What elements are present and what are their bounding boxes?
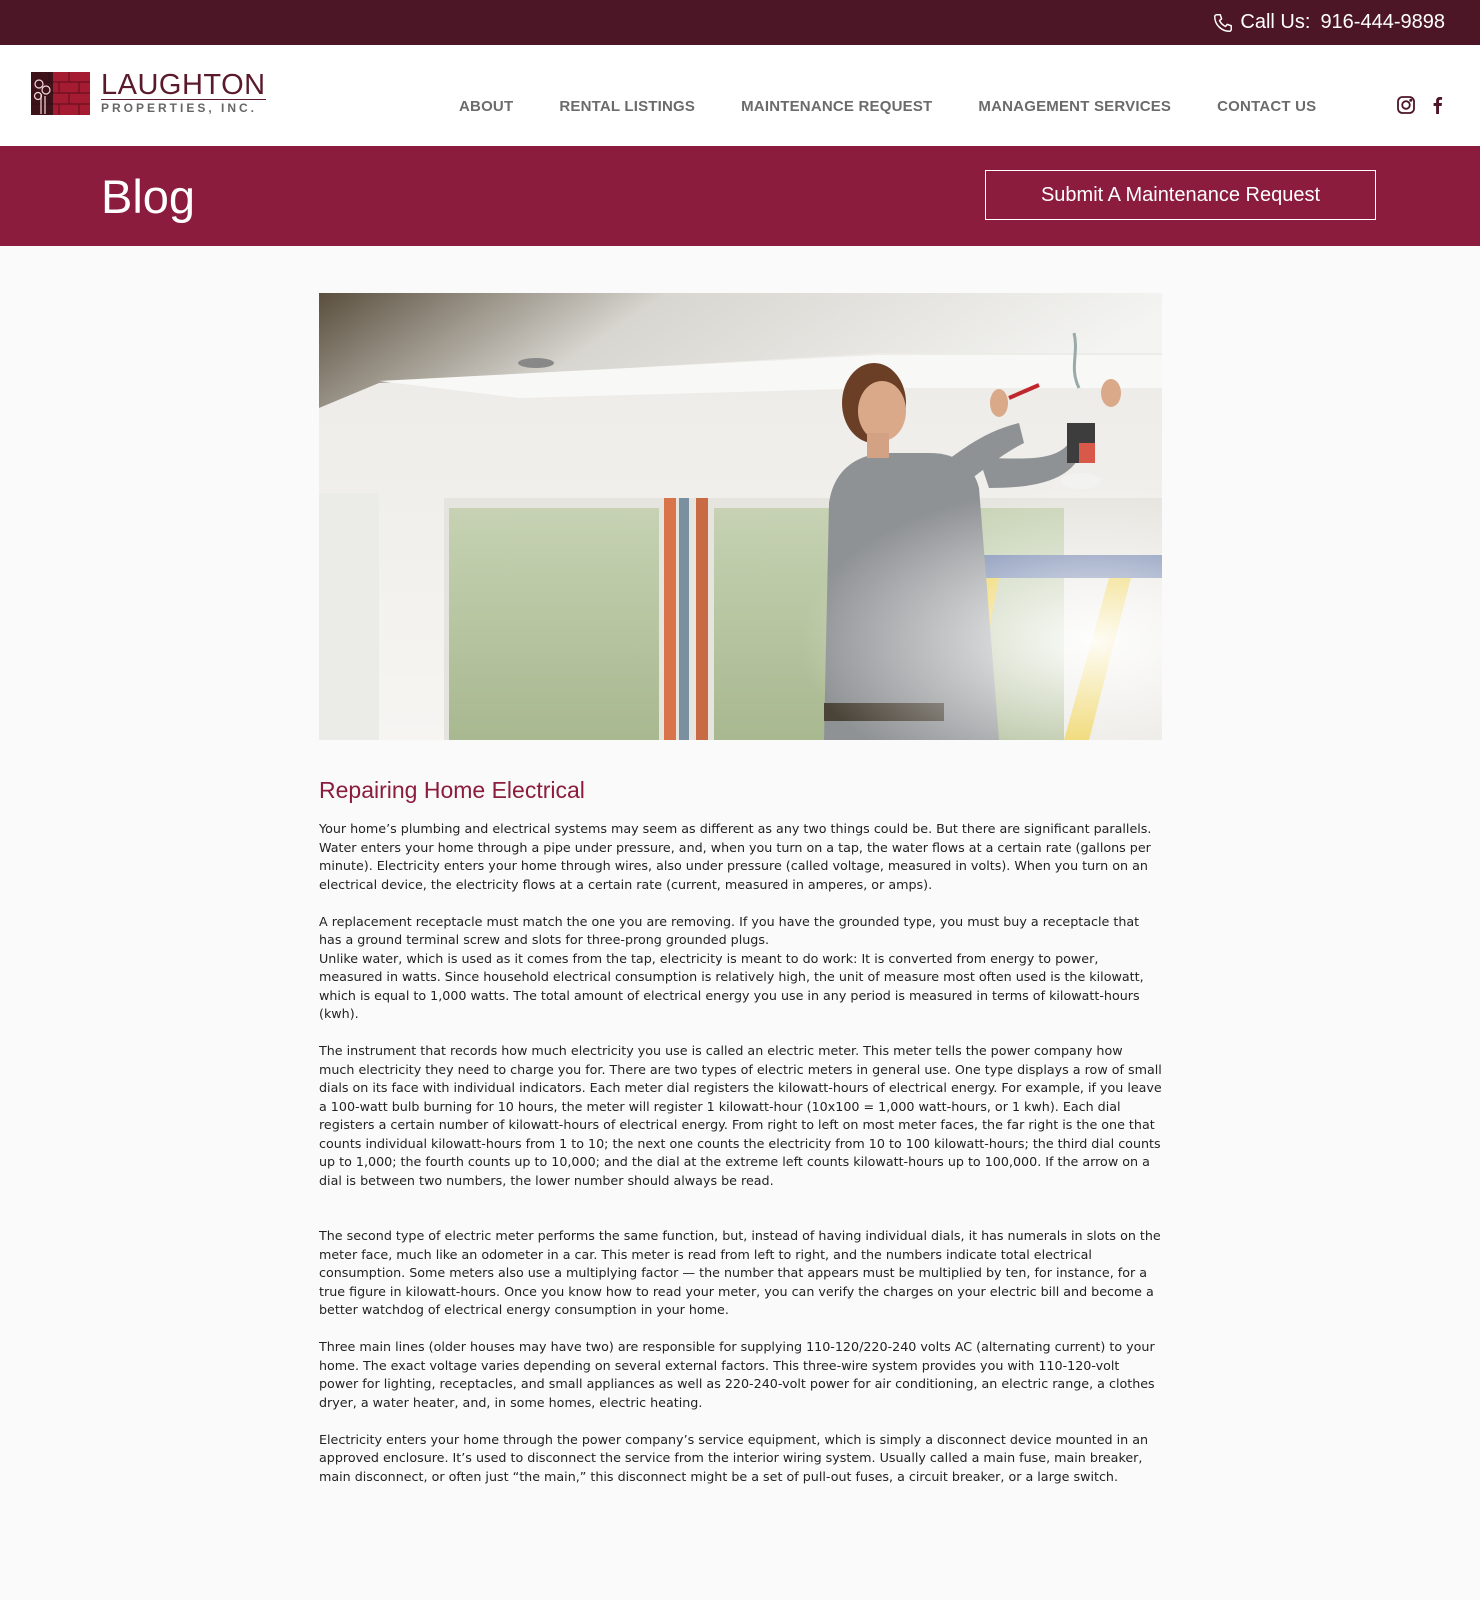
nav-item-rental-listings[interactable]: RENTAL LISTINGS: [559, 98, 696, 115]
article-hero-image: [319, 293, 1162, 740]
instagram-icon[interactable]: [1396, 95, 1416, 115]
article-paragraph: Three main lines (older houses may have two) are responsible for supplying 110-120/220-240 volts AC (alternating current) to your home. The exact voltage varies depending on several external factors. This three-wire system provides you with 110-120-volt power for lighting, receptacles, and small appliances as well as 220-240-volt power for air conditioning, an electric range, a clothes dryer, a water heater, and, in some homes, electric heating.: [319, 1339, 1155, 1410]
submit-maintenance-request-button[interactable]: Submit A Maintenance Request: [985, 170, 1376, 220]
nav-item-management-services[interactable]: MANAGEMENT SERVICES: [978, 98, 1172, 115]
article-paragraph: The second type of electric meter performs the same function, but, instead of having individual dials, it has numerals in slots on the meter face, much like an odometer in a car. This meter is read from left to right, and the numbers indicate total electrical consumption. Some meters also use a multiplying factor — the number that appears must be multiplied by ten, for instance, for a true figure in kilowatt-hours. Once you know how to read your meter, you can verify the charges on your electric bill and become a better watchdog of electrical energy consumption in your home.: [319, 1228, 1161, 1317]
article-paragraph: A replacement receptacle must match the one you are removing. If you have the grounded type, you must buy a receptacle that has a ground terminal screw and slots for three-prong grounded plugs.: [319, 913, 1140, 947]
top-bar: [0, 0, 1480, 45]
article-paragraph: The instrument that records how much electricity you use is called an electric meter. This meter tells the power company how much electricity they need to charge you for. There are two types of electric meters in general use. One type displays a row of small dials on its face with individual indicators. Each meter dial registers the kilowatt-hours of electrical energy. For example, if you leave a 100-watt bulb burning for 10 hours, the meter will register 1 kilowatt-hour (10x100 = 1,000 watt-hours, or 1 kwh). Each dial registers a certain number of kilowatt-hours of electrical energy. From right to left on most meter faces, the far right is the one that counts individual kilowatt-hours from 1 to 10; the next one counts the electricity from 10 to 100 kilowatt-hours; the third dial counts up to 1,000; the fourth counts up to 10,000; and the dial at the extreme left counts kilowatt-hours up to 100,000. If the arrow on a dial is between two numbers, the lower number should always be read.: [319, 1043, 1162, 1188]
article-title: Repairing Home Electrical: [319, 777, 585, 803]
logo-name: LAUGHTON: [101, 69, 266, 101]
logo-subtitle: PROPERTIES, INC.: [101, 101, 258, 115]
blog-article: [319, 293, 1162, 1505]
logo[interactable]: [31, 71, 266, 116]
nav-item-contact-us[interactable]: CONTACT US: [1217, 98, 1317, 115]
call-us-label: Call Us:: [1240, 11, 1311, 33]
nav-item-about[interactable]: ABOUT: [459, 98, 514, 115]
page-title: Blog: [101, 170, 196, 223]
phone-icon: [1212, 12, 1234, 34]
main-nav: [459, 97, 1362, 117]
page-banner: [0, 146, 1480, 246]
facebook-icon[interactable]: [1428, 95, 1448, 115]
social-links: [1396, 95, 1448, 115]
article-paragraph: Your home’s plumbing and electrical systems may seem as different as any two things could be. But there are significant parallels. Water enters your home through a pipe under pressure, and, when you turn on a tap, the water flows at a certain rate (gallons per minute). Electricity enters your home through wires, also under pressure (called voltage, measured in volts). When you turn on an electrical device, the electricity flows at a certain rate (current, measured in amperes, or amps).: [319, 821, 1152, 892]
article-paragraph: Unlike water, which is used as it comes from the tap, electricity is meant to do work: It is converted from energy to power, measured in watts. Since household electrical consumption is relatively high, the unit of measure most often used is the kilowatt, which is equal to 1,000 watts. The total amount of electrical energy you use in any period is measured in terms of kilowatt-hours (kwh).: [319, 950, 1144, 1021]
phone-number-link[interactable]: 916-444-9898: [1320, 11, 1445, 33]
nav-item-maintenance-request[interactable]: MAINTENANCE REQUEST: [741, 98, 933, 115]
logo-mark-icon: [31, 72, 90, 115]
article-paragraph: Electricity enters your home through the power company’s service equipment, which is simply a disconnect device mounted in an approved enclosure. It’s used to disconnect the service from the interior wiring system. Usually called a main fuse, main breaker, main disconnect, or often just “the main,” this disconnect might be a set of pull-out fuses, a circuit breaker, or a large switch.: [319, 1431, 1149, 1484]
site-header: [0, 45, 1480, 146]
